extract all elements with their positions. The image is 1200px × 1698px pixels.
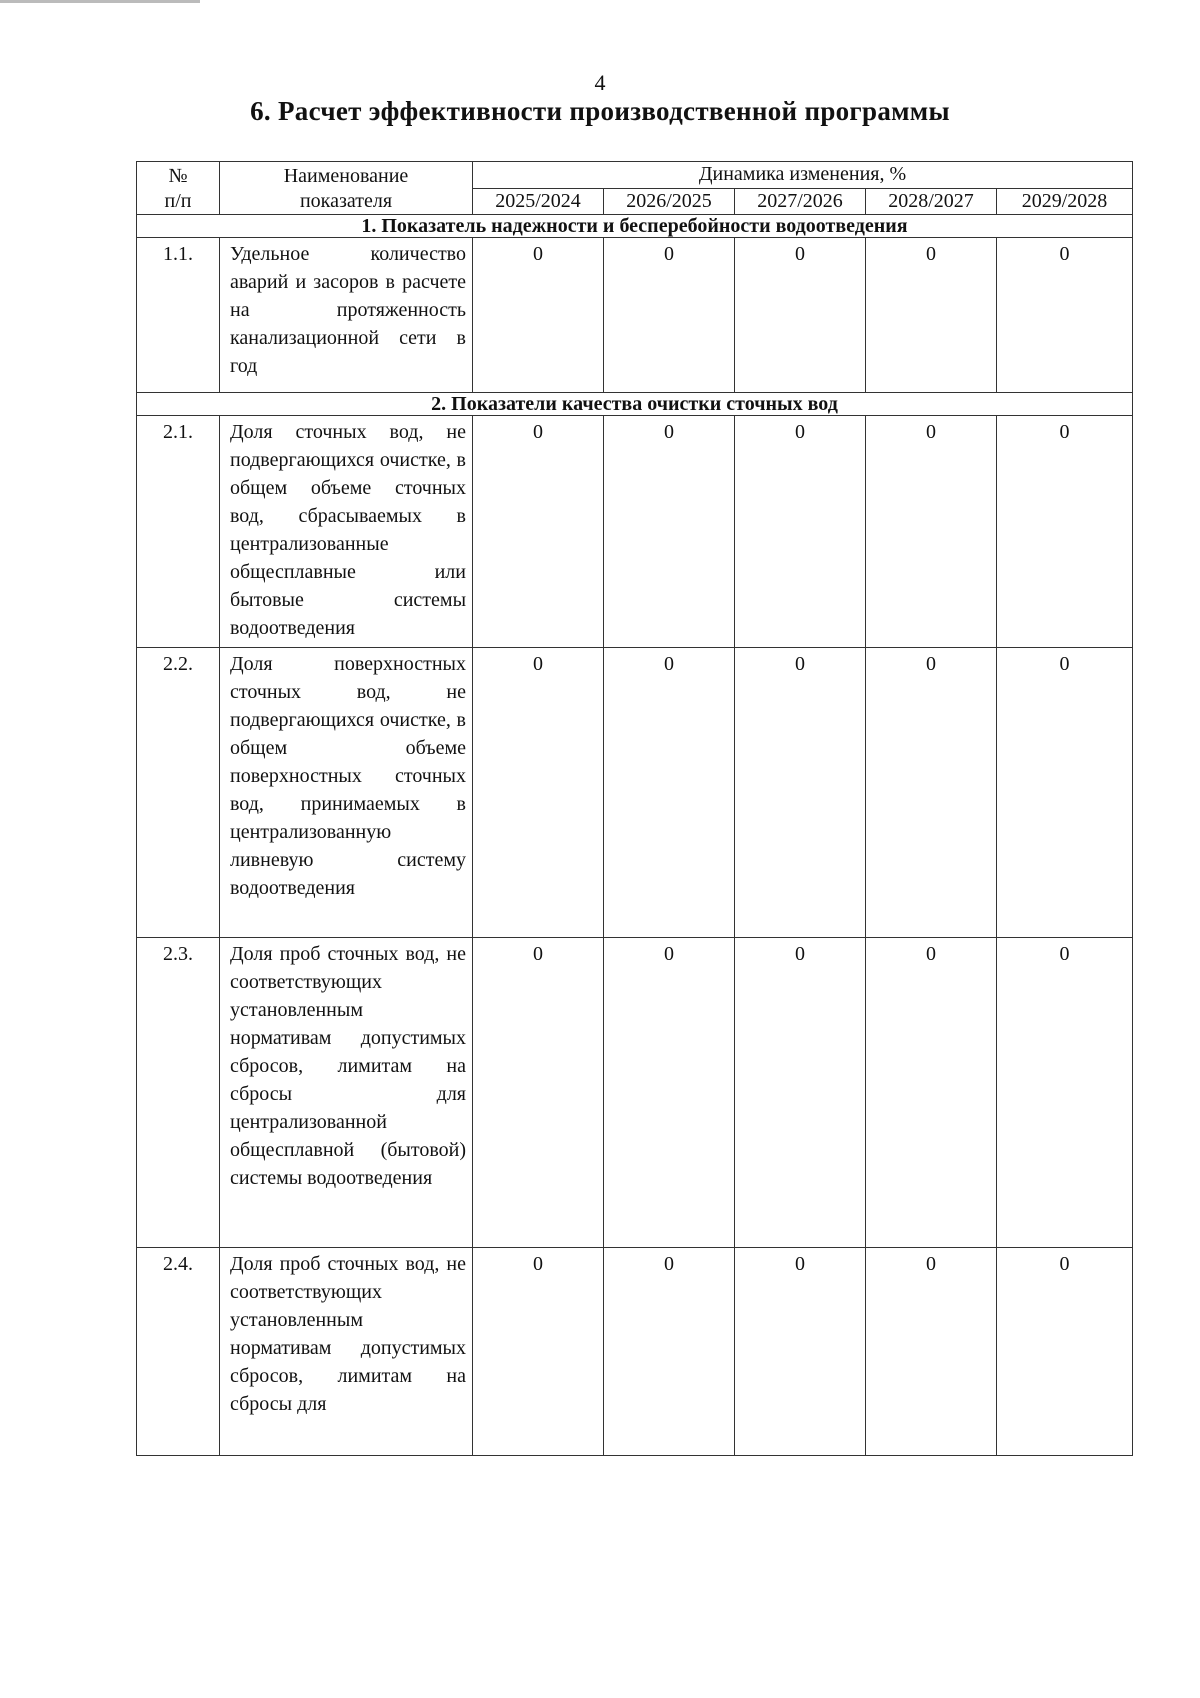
header-year: 2026/2025 <box>604 188 735 215</box>
row-number: 2.1. <box>137 416 220 648</box>
header-name: Наименование показателя <box>220 162 473 215</box>
indicator-value: 0 <box>866 238 997 393</box>
table-row <box>137 238 1133 393</box>
indicator-value: 0 <box>866 648 997 938</box>
indicator-name: Удельное количество аварий и засоров в расчете на протяженность канализационной сети в год <box>220 238 473 393</box>
indicator-value: 0 <box>473 938 604 1248</box>
row-number: 2.2. <box>137 648 220 938</box>
section-title: 2. Показатели качества очистки сточных вод <box>137 393 1133 416</box>
indicator-value: 0 <box>473 416 604 648</box>
indicator-name: Доля сточных вод, не подвергающихся очистке, в общем объеме сточных вод, сбрасываемых в централизованные общесплавные или бытовые системы водоотведения <box>220 416 473 648</box>
indicator-value: 0 <box>604 648 735 938</box>
indicator-name: Доля проб сточных вод, не соответствующих установленным нормативам допустимых сбросов, лимитам на сбросы для централизованной общесплавной (бытовой) системы водоотведения <box>220 938 473 1248</box>
indicator-value: 0 <box>997 938 1133 1248</box>
table-header-row <box>137 162 1133 189</box>
header-dynamics: Динамика изменения, % <box>473 162 1133 189</box>
table-row <box>137 416 1133 648</box>
indicator-value: 0 <box>735 416 866 648</box>
header-year: 2025/2024 <box>473 188 604 215</box>
indicator-value: 0 <box>997 648 1133 938</box>
efficiency-table <box>136 161 1133 1456</box>
indicator-value: 0 <box>997 416 1133 648</box>
table-row <box>137 648 1133 938</box>
indicator-value: 0 <box>735 938 866 1248</box>
page-number: 4 <box>594 70 606 95</box>
row-number: 2.3. <box>137 938 220 1248</box>
row-number: 1.1. <box>137 238 220 393</box>
table-row <box>137 1248 1133 1456</box>
table-row <box>137 938 1133 1248</box>
indicator-value: 0 <box>604 1248 735 1456</box>
indicator-value: 0 <box>604 416 735 648</box>
indicator-value: 0 <box>604 238 735 393</box>
header-year: 2027/2026 <box>735 188 866 215</box>
row-number: 2.4. <box>137 1248 220 1456</box>
scan-edge-mark <box>0 0 200 3</box>
indicator-value: 0 <box>604 938 735 1248</box>
page-title: 6. Расчет эффективности производственной программы <box>250 96 950 126</box>
indicator-name: Доля поверхностных сточных вод, не подвергающихся очистке, в общем объеме поверхностных сточных вод, принимаемых в централизованную ливневую систему водоотведения <box>220 648 473 938</box>
section-row <box>137 393 1133 416</box>
header-number: № п/п <box>137 162 220 215</box>
section-row <box>137 215 1133 238</box>
indicator-value: 0 <box>866 416 997 648</box>
header-year: 2029/2028 <box>997 188 1133 215</box>
indicator-value: 0 <box>997 1248 1133 1456</box>
indicator-value: 0 <box>735 238 866 393</box>
indicator-value: 0 <box>473 238 604 393</box>
indicator-value: 0 <box>735 1248 866 1456</box>
indicator-value: 0 <box>997 238 1133 393</box>
section-title: 1. Показатель надежности и бесперебойности водоотведения <box>137 215 1133 238</box>
indicator-value: 0 <box>735 648 866 938</box>
indicator-value: 0 <box>473 648 604 938</box>
indicator-value: 0 <box>866 1248 997 1456</box>
header-year: 2028/2027 <box>866 188 997 215</box>
indicator-name: Доля проб сточных вод, не соответствующих установленным нормативам допустимых сбросов, лимитам на сбросы для <box>220 1248 473 1456</box>
indicator-value: 0 <box>866 938 997 1248</box>
indicator-value: 0 <box>473 1248 604 1456</box>
